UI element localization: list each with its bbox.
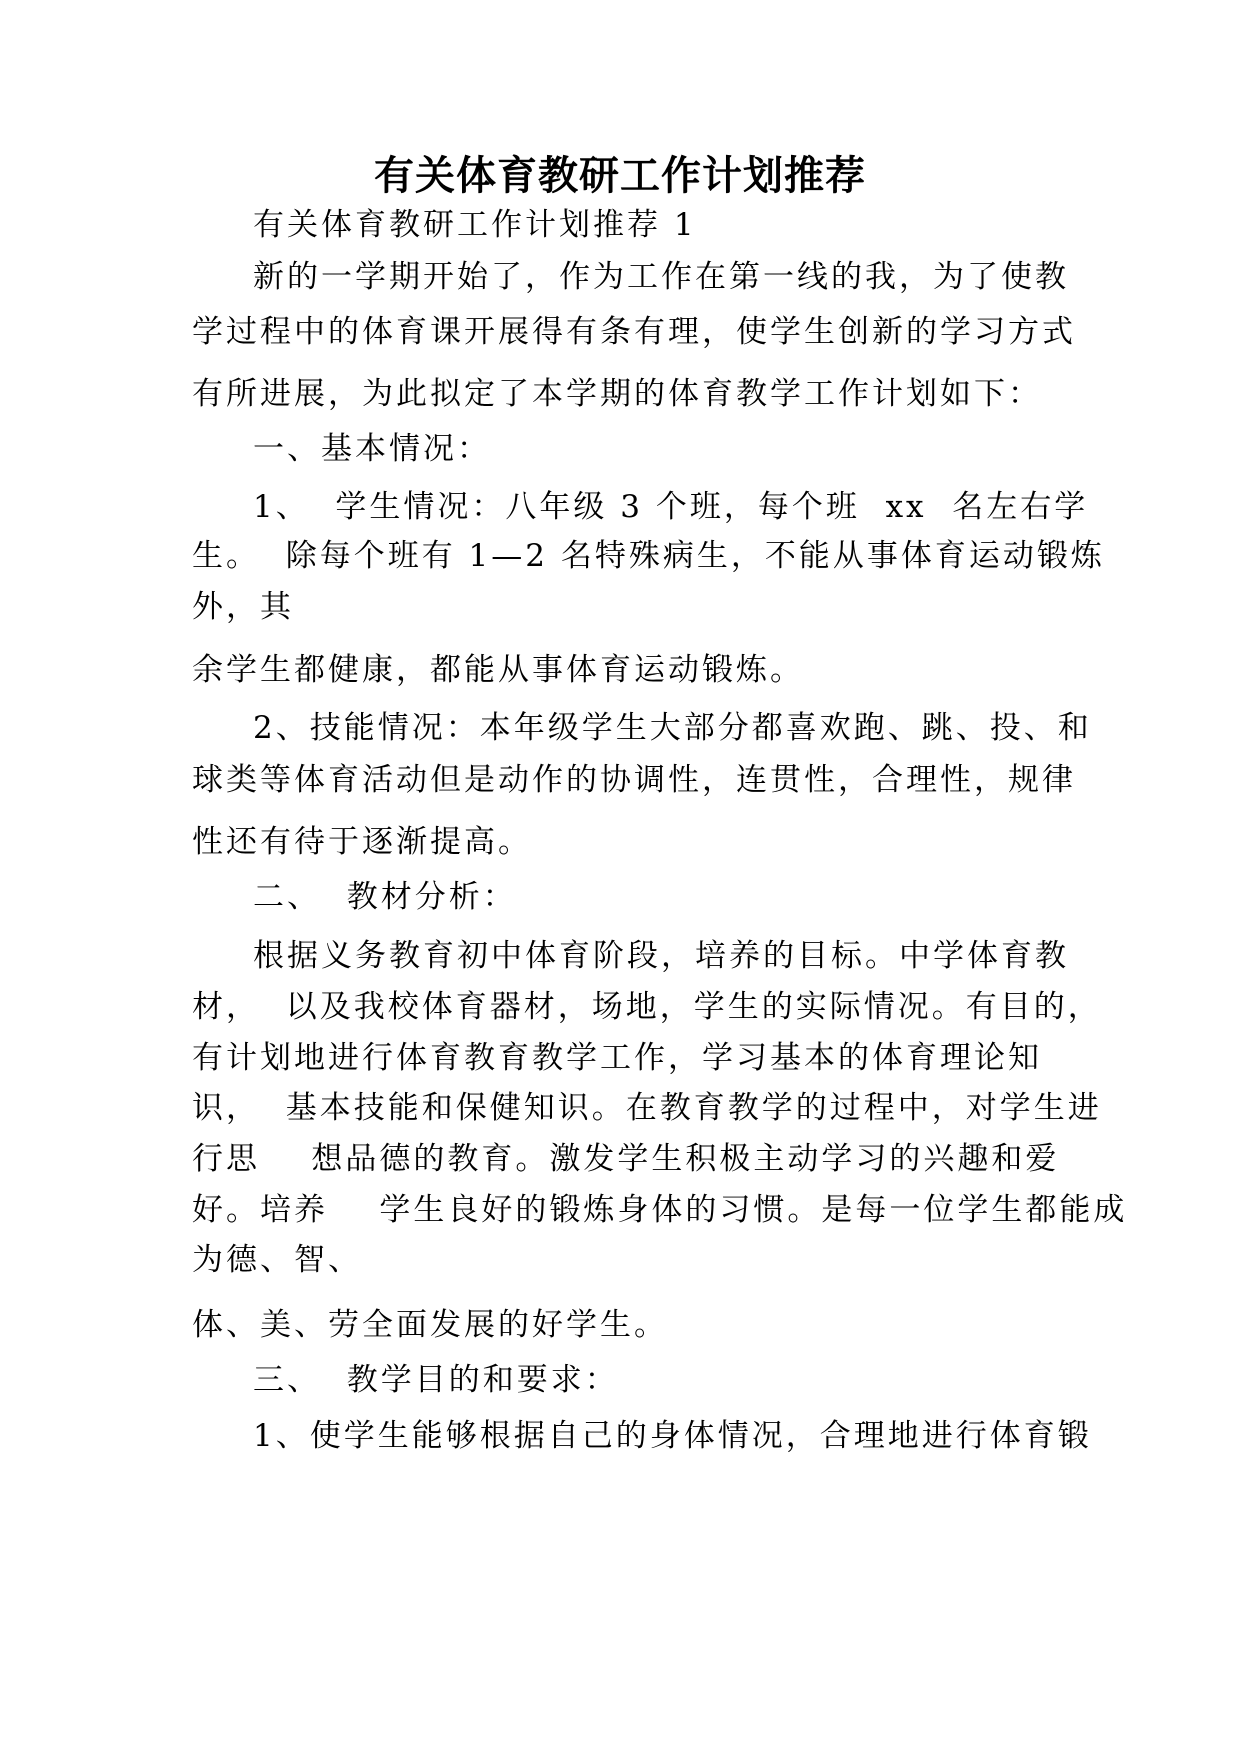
section-heading: 二、 教材分析： bbox=[253, 879, 517, 915]
paragraph-line: 余学生都健康，都能从事体育运动锻炼。 bbox=[192, 652, 804, 688]
paragraph-line: 为德、智、 bbox=[192, 1242, 362, 1278]
paragraph-line: 1、 学生情况：八年级 3 个班，每个班 xx 名左右学 bbox=[253, 489, 1089, 525]
section-heading: 有关体育教研工作计划推荐 1 bbox=[253, 207, 697, 243]
paragraph-line: 学过程中的体育课开展得有条有理，使学生创新的学习方式 bbox=[192, 314, 1076, 350]
paragraph-line: 外，其 bbox=[192, 589, 294, 625]
section-heading: 一、基本情况： bbox=[253, 431, 491, 467]
paragraph-line: 1、使学生能够根据自己的身体情况，合理地进行体育锻 bbox=[253, 1418, 1092, 1454]
paragraph-line: 2、技能情况：本年级学生大部分都喜欢跑、跳、投、和 bbox=[253, 710, 1092, 746]
section-heading: 三、 教学目的和要求： bbox=[253, 1362, 619, 1398]
paragraph-line: 体、美、劳全面发展的好学生。 bbox=[192, 1307, 668, 1343]
paragraph-line: 有所进展，为此拟定了本学期的体育教学工作计划如下： bbox=[192, 376, 1042, 412]
paragraph-line: 有计划地进行体育教育教学工作，学习基本的体育理论知 bbox=[192, 1040, 1042, 1076]
paragraph-line: 行思 想品德的教育。激发学生积极主动学习的兴趣和爱 bbox=[192, 1141, 1060, 1177]
paragraph-line: 材， 以及我校体育器材，场地，学生的实际情况。有目的， bbox=[192, 989, 1102, 1025]
paragraph-line: 好。培养 学生良好的锻炼身体的习惯。是每一位学生都能成 bbox=[192, 1192, 1128, 1228]
document-title: 有关体育教研工作计划推荐 bbox=[374, 153, 866, 199]
paragraph-line: 生。 除每个班有 1—2 名特殊病生，不能从事体育运动锻炼 bbox=[192, 538, 1105, 574]
paragraph-line: 性还有待于逐渐提高。 bbox=[192, 824, 532, 860]
paragraph-line: 根据义务教育初中体育阶段，培养的目标。中学体育教 bbox=[253, 938, 1069, 974]
paragraph-line: 识， 基本技能和保健知识。在教育教学的过程中，对学生进 bbox=[192, 1090, 1102, 1126]
paragraph-line: 球类等体育活动但是动作的协调性，连贯性，合理性，规律 bbox=[192, 762, 1076, 798]
paragraph-line: 新的一学期开始了，作为工作在第一线的我，为了使教 bbox=[253, 259, 1069, 295]
